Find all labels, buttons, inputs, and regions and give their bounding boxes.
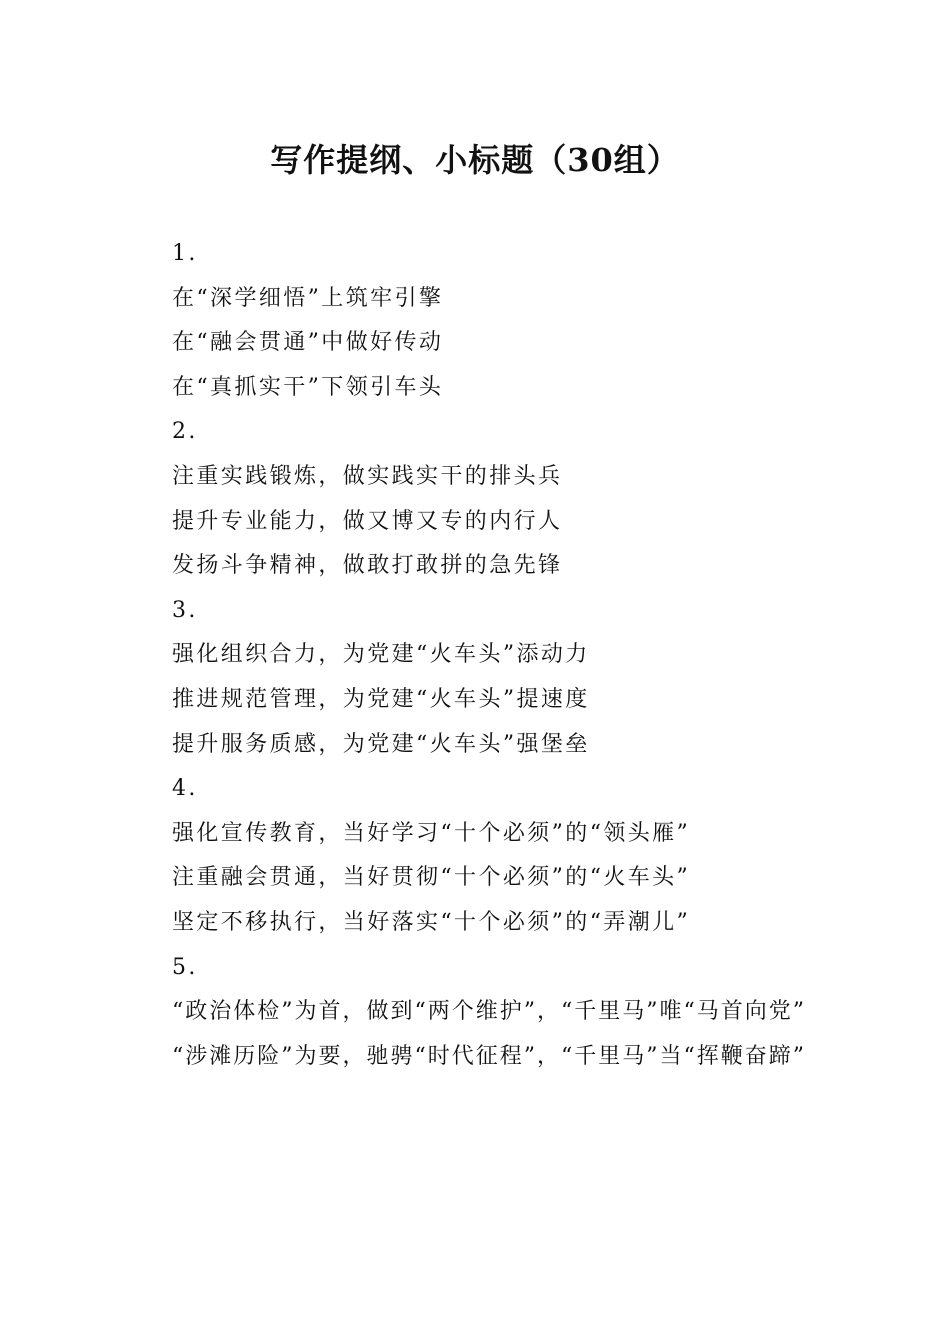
paragraph-text-start: “涉滩历险”为要，驰骋“时代征程”，“千里 — [172, 1043, 623, 1069]
document-body — [120, 232, 826, 1079]
list-item: 强化宣传教育，当好学习“十个必须”的“领头雁” — [172, 820, 691, 846]
section-number: 4. — [172, 776, 198, 802]
section-number: 5. — [172, 954, 198, 980]
list-item: 发扬斗争精神，做敢打敢拼的急先锋 — [172, 553, 563, 579]
list-item: 在“真抓实干”下领引车头 — [172, 374, 444, 400]
section-number: 3. — [172, 597, 198, 623]
list-item: 提升专业能力，做又博又专的内行人 — [172, 508, 563, 534]
list-item: 强化组织合力，为党建“火车头”添动力 — [172, 642, 590, 668]
section-number: 1. — [172, 241, 198, 266]
list-item: 坚定不移执行，当好落实“十个必须”的“弄潮儿” — [172, 909, 691, 935]
list-item: 注重实践锻炼，做实践实干的排头兵 — [172, 463, 563, 489]
paragraph — [120, 1035, 826, 1080]
document-title: 写作提纲、小标题（30组） — [270, 141, 680, 179]
list-item: 在“融会贯通”中做好传动 — [172, 330, 444, 356]
paragraph-text-start: “政治体检”为首，做到“两个维护”，“千里 — [172, 999, 623, 1025]
list-item: 推进规范管理，为党建“火车头”提速度 — [172, 686, 590, 712]
paragraph-text-end: 马”当“挥鞭奋蹄” — [622, 1043, 806, 1069]
paragraph-text-end: 马”唯“马首向党” — [622, 999, 806, 1025]
list-item: 提升服务质感，为党建“火车头”强堡垒 — [172, 731, 590, 757]
section-number: 2. — [172, 419, 198, 445]
paragraph — [120, 990, 826, 1035]
list-item: 在“深学细悟”上筑牢引擎 — [172, 285, 444, 311]
list-item: 注重融会贯通，当好贯彻“十个必须”的“火车头” — [172, 865, 691, 891]
